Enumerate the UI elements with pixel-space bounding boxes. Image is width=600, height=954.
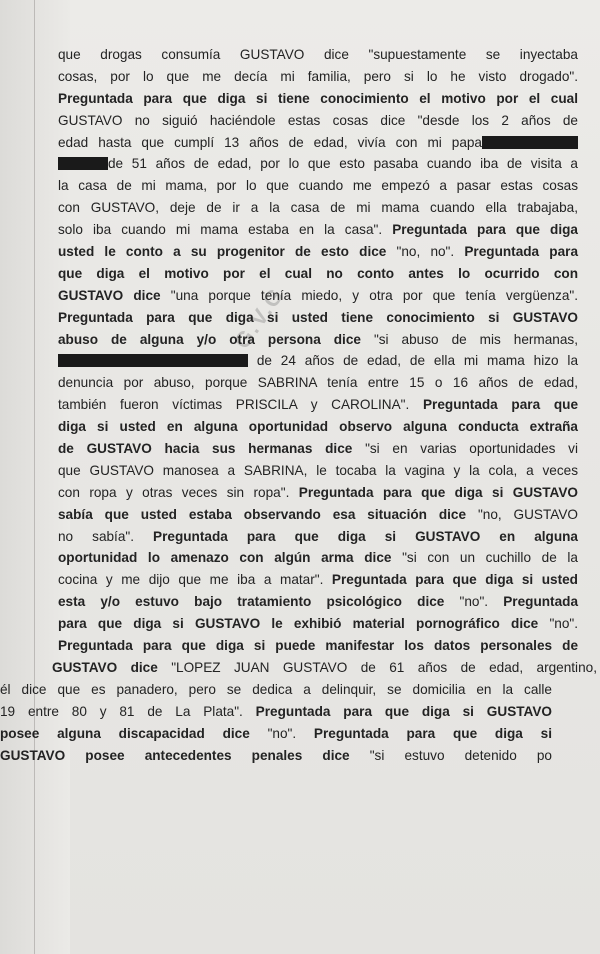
answer-text: cocina y me dijo que me iba a matar". bbox=[58, 572, 332, 588]
answer-text: con GUSTAVO, deje de ir a la casa de mi mama cuando ella trabajaba, bbox=[58, 200, 578, 216]
question-text: para que diga si GUSTAVO le exhibió material pornográfico dice bbox=[58, 616, 550, 632]
question-text: abuso de alguna y/o otra persona dice bbox=[58, 331, 374, 347]
answer-text: "una porque tenía miedo, y otra por que tenía vergüenza". bbox=[170, 287, 578, 303]
question-text: Preguntada para que diga si GUSTAVO bbox=[255, 703, 552, 719]
answer-text: denuncia por abuso, porque SABRINA tenía entre 15 o 16 años de edad, bbox=[58, 375, 578, 391]
answer-text: que GUSTAVO manosea a SABRINA, le tocaba la vagina y la cola, a veces bbox=[58, 462, 578, 478]
question-text: Preguntada para que diga bbox=[392, 222, 578, 238]
question-text: de GUSTAVO hacia sus hermanas dice bbox=[58, 441, 366, 457]
text-line bbox=[58, 241, 578, 263]
answer-text: con ropa y otras veces sin ropa". bbox=[58, 484, 299, 500]
text-line bbox=[52, 657, 597, 679]
answer-text: 19 entre 80 y 81 de La Plata". bbox=[0, 703, 256, 719]
answer-text: "no, GUSTAVO bbox=[477, 506, 578, 522]
question-text: GUSTAVO posee antecedentes penales dice bbox=[0, 747, 370, 763]
text-line bbox=[58, 175, 578, 197]
question-text: GUSTAVO dice bbox=[58, 287, 171, 303]
answer-text: "si en varias oportunidades vi bbox=[365, 441, 578, 457]
answer-text: él dice que es panadero, pero se dedica a delinquir, se domicilia en la calle bbox=[0, 681, 552, 697]
question-text: esta y/o estuvo bajo tratamiento psicológico dice bbox=[58, 594, 460, 610]
answer-text: "LOPEZ JUAN GUSTAVO de 61 años de edad, argentino, bbox=[171, 659, 597, 675]
text-line bbox=[58, 132, 578, 154]
answer-text: "si estuvo detenido po bbox=[369, 747, 552, 763]
text-line bbox=[58, 526, 578, 548]
answer-text: edad hasta que cumplí 13 años de edad, vivía con mi papa bbox=[58, 134, 482, 150]
text-line bbox=[58, 416, 578, 438]
text-line bbox=[0, 745, 552, 767]
text-line bbox=[58, 66, 578, 88]
text-line bbox=[0, 679, 552, 701]
answer-text: no sabía". bbox=[58, 528, 154, 544]
question-text: Preguntada bbox=[503, 594, 579, 610]
answer-text: cosas, por lo que me decía mi familia, pero si lo he visto drogado". bbox=[58, 68, 578, 84]
question-text: Preguntada para que diga si tiene conocimiento el motivo por el cual bbox=[58, 90, 578, 106]
text-line bbox=[58, 350, 578, 372]
redaction-bar bbox=[58, 354, 248, 367]
answer-text: solo iba cuando mi mama estaba en la casa". bbox=[58, 222, 393, 238]
question-text: Preguntada para que diga si GUSTAVO bbox=[298, 484, 578, 500]
question-text: diga si usted en alguna oportunidad observo alguna conducta extraña bbox=[58, 419, 578, 435]
redaction-bar bbox=[482, 136, 578, 149]
text-line bbox=[58, 460, 578, 482]
text-line bbox=[58, 547, 578, 569]
text-line bbox=[58, 613, 578, 635]
question-text: Preguntada para que bbox=[422, 397, 578, 413]
question-text: Preguntada para que diga si puede manifestar los datos personales de bbox=[58, 638, 578, 654]
answer-text: GUSTAVO no siguió haciéndole estas cosas dice "desde los 2 años de bbox=[58, 112, 578, 128]
question-text: Preguntada para que diga si usted bbox=[331, 572, 578, 588]
question-text: posee alguna discapacidad dice bbox=[0, 725, 268, 741]
answer-text: también fueron víctimas PRISCILA y CAROLINA". bbox=[58, 397, 423, 413]
text-line bbox=[0, 723, 552, 745]
question-text: Preguntada para que diga si usted tiene conocimiento si GUSTAVO bbox=[58, 309, 578, 325]
answer-text: de 51 años de edad, por lo que esto pasaba cuando iba de visita a bbox=[108, 156, 578, 172]
text-line bbox=[58, 197, 578, 219]
answer-text: "si abuso de mis hermanas, bbox=[373, 331, 579, 347]
question-text: que diga el motivo por el cual no conto antes lo ocurrido con bbox=[58, 265, 578, 281]
answer-text: la casa de mi mama, por lo que cuando me empezó a pasar estas cosas bbox=[58, 178, 578, 194]
question-text: Preguntada para bbox=[464, 244, 579, 260]
text-line bbox=[0, 701, 552, 723]
text-line bbox=[58, 482, 578, 504]
margin-line bbox=[34, 0, 35, 954]
answer-text: "no, no". bbox=[396, 244, 465, 260]
answer-text: "si con un cuchillo de la bbox=[402, 550, 578, 566]
text-line bbox=[58, 219, 578, 241]
text-line bbox=[58, 44, 578, 66]
text-line bbox=[58, 153, 578, 175]
text-line bbox=[58, 88, 578, 110]
text-line bbox=[58, 110, 578, 132]
text-line bbox=[58, 591, 578, 613]
text-line bbox=[58, 504, 578, 526]
text-line bbox=[58, 263, 578, 285]
question-text: Preguntada para que diga si bbox=[313, 725, 552, 741]
text-line bbox=[58, 372, 578, 394]
text-line bbox=[58, 438, 578, 460]
text-line bbox=[58, 307, 578, 329]
watermark: G.V.G bbox=[229, 282, 290, 354]
question-text: GUSTAVO dice bbox=[52, 659, 172, 675]
text-line bbox=[58, 394, 578, 416]
question-text: sabía que usted estaba observando esa situación dice bbox=[58, 506, 478, 522]
answer-text: "no". bbox=[459, 594, 504, 610]
text-line bbox=[58, 285, 578, 307]
text-line bbox=[58, 329, 578, 351]
redaction-bar bbox=[58, 157, 108, 170]
answer-text: "no". bbox=[549, 616, 578, 632]
question-text: oportunidad lo amenazo con algún arma dice bbox=[58, 550, 403, 566]
answer-text: "no". bbox=[267, 725, 314, 741]
answer-text: de 24 años de edad, de ella mi mama hizo la bbox=[248, 353, 578, 369]
document-text bbox=[0, 44, 597, 766]
text-line bbox=[58, 635, 578, 657]
question-text: usted le conto a su progenitor de esto dice bbox=[58, 244, 397, 260]
answer-text: que drogas consumía GUSTAVO dice "supuestamente se inyectaba bbox=[58, 47, 578, 62]
text-line bbox=[58, 569, 578, 591]
question-text: Preguntada para que diga si GUSTAVO en alguna bbox=[153, 528, 578, 544]
